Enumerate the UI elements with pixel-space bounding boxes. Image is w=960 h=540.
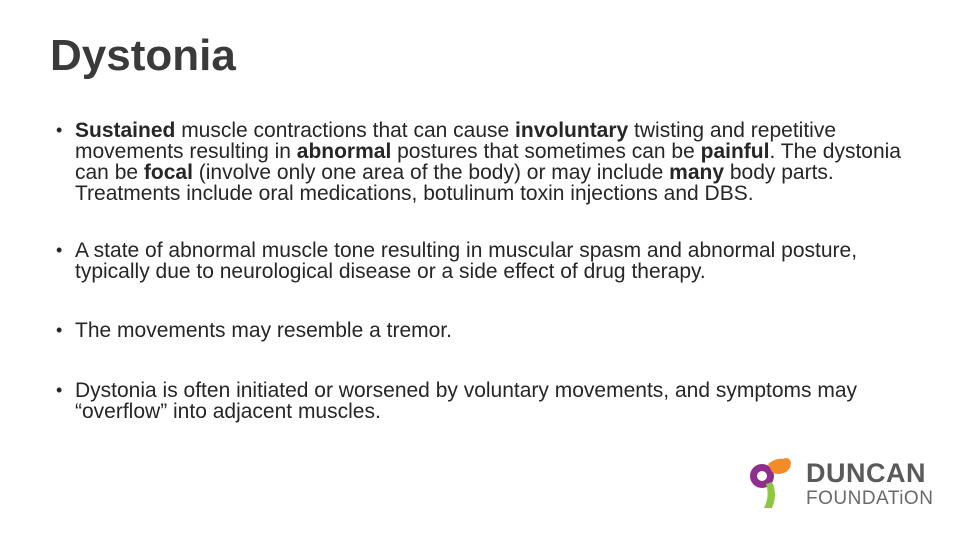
bullet-text: The movements may resemble a tremor.	[75, 319, 452, 342]
bullet-item	[56, 240, 906, 282]
logo-text-foundation: FOUNDATiON	[806, 488, 934, 509]
bullet-text	[75, 119, 901, 205]
bold-term: involuntary	[515, 119, 629, 142]
bold-term: abnormal	[296, 140, 392, 163]
bullet-list	[56, 120, 906, 422]
bold-term: Sustained	[75, 119, 176, 142]
bullet-marker: •	[56, 380, 63, 400]
logo-figure-icon	[748, 454, 798, 510]
bullet-text: Dystonia is often initiated or worsened by voluntary movements, and symptoms may “overflow” into adjacent muscles.	[75, 379, 858, 423]
text-run: . The dystonia can be	[75, 140, 901, 184]
bold-term: painful	[700, 140, 770, 163]
bold-term: many	[669, 161, 725, 184]
bullet-marker: •	[56, 240, 63, 260]
text-run: twisting and repetitive movements resulting in	[75, 119, 836, 163]
logo-purple-hole	[757, 471, 767, 481]
duncan-foundation-logo	[748, 454, 938, 514]
bullet-item	[56, 380, 906, 422]
bullet-text: A state of abnormal muscle tone resulting in muscular spasm and abnormal posture, typically due to neurological disease or a side effect of drug therapy.	[75, 239, 858, 283]
logo-orange-head	[781, 458, 791, 468]
bullet-item	[56, 320, 906, 341]
text-run: (involve only one area of the body) or may include	[192, 161, 670, 184]
logo-text-duncan: DUNCAN	[806, 458, 926, 488]
text-run: body parts. Treatments include oral medications, botulinum toxin injections and DBS.	[75, 161, 834, 205]
slide-title: Dystonia	[50, 31, 236, 80]
text-run: postures that sometimes can be	[391, 140, 701, 163]
bold-term: focal	[143, 161, 193, 184]
text-run: muscle contractions that can cause	[175, 119, 516, 142]
bullet-item	[56, 120, 906, 204]
bullet-marker: •	[56, 120, 63, 140]
bullet-marker: •	[56, 320, 63, 340]
